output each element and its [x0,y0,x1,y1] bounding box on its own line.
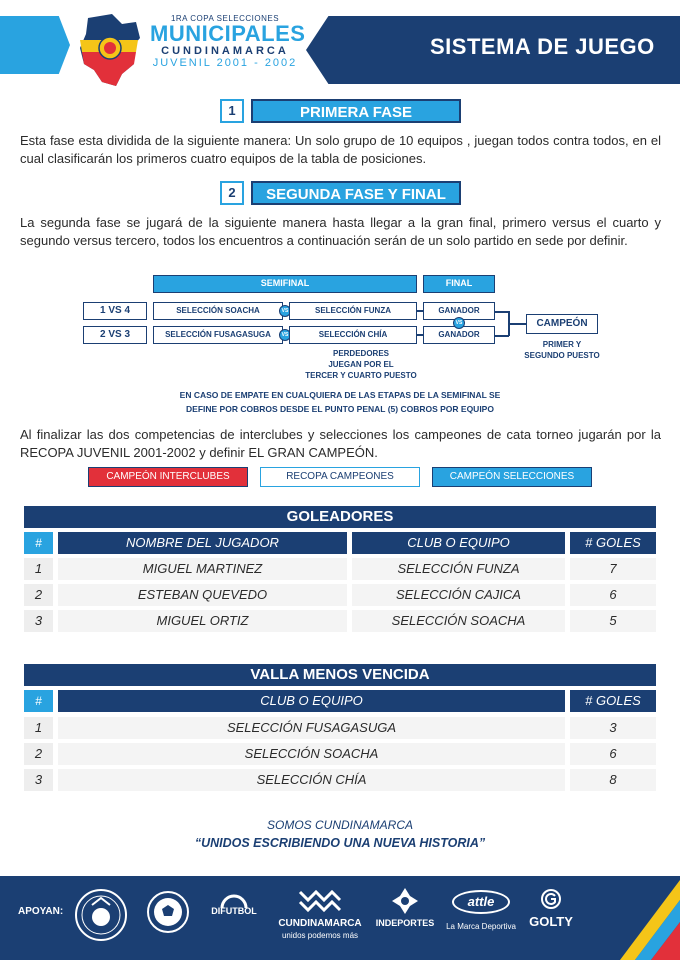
match1-away-team: SELECCIÓN FUNZA [289,302,417,320]
match2-vs-badge: VS [279,329,291,341]
row-rank: 2 [24,743,53,765]
legend-campeon-selecciones: CAMPEÓN SELECCIONES [432,467,592,487]
legend-recopa-campeones: RECOPA CAMPEONES [260,467,420,487]
bracket-connector [495,311,509,313]
row-goals: 3 [570,717,656,739]
apoyan-label: APOYAN: [18,906,64,917]
brand-top-text: 1RA COPA SELECCIONES [170,14,280,23]
row-club: SELECCIÓN SOACHA [58,743,565,765]
champion-note-line: SEGUNDO PUESTO [524,351,600,360]
table-row [24,610,656,632]
phase2-description: La segunda fase se jugará de la siguiente manera hasta llegar a la gran final, primero versus el cuarto y segundo versus tercero, todos los encuentros a continuación serán de un solo partido en sede por definir. [20,215,661,248]
valla-header-goals: # GOLES [570,690,656,712]
flag-stripes-decoration [560,840,680,960]
tie-note-line: DEFINE POR COBROS DESDE EL PUNTO PENAL (5) COBROS POR EQUIPO [186,404,494,414]
recopa-description: Al finalizar las dos competencias de interclubes y selecciones los campeones de cata torneo jugarán por la RECOPA JUVENIL 2001-2002 y definir EL GRAN CAMPEÓN. [20,427,661,460]
match2-label: 2 VS 3 [83,326,147,344]
champion-box: CAMPEÓN [526,314,598,334]
row-club: SELECCIÓN CAJICA [352,584,565,606]
row-player: ESTEBAN QUEVEDO [58,584,347,606]
row-rank: 3 [24,769,53,791]
difutbol-logo: DIFUTBOL [211,906,257,916]
row-goals: 8 [570,769,656,791]
bracket-connector [495,335,509,337]
row-rank: 3 [24,610,53,632]
row-goals: 6 [570,743,656,765]
semifinal-header: SEMIFINAL [153,275,417,293]
goleadores-header-goals: # GOLES [570,532,656,554]
cundinamarca-logo-text: CUNDINAMARCA [278,918,362,929]
row-rank: 1 [24,717,53,739]
losers-note-line: PERDEDORES [332,349,389,358]
final-vs-badge: VS [453,317,465,329]
row-goals: 5 [570,610,656,632]
table-row [24,584,656,606]
goleadores-title: GOLEADORES [24,506,656,528]
header-accent-bar [0,16,70,74]
valla-header-rank: # [24,690,53,712]
match2-away-team: SELECCIÓN CHÍA [289,326,417,344]
losers-note [300,348,422,381]
golty-logo-text: GOLTY [529,914,573,929]
match1-label: 1 VS 4 [83,302,147,320]
phase1-heading: PRIMERA FASE [251,99,461,123]
attle-logo: attle [452,890,510,914]
row-player: MIGUEL MARTINEZ [58,558,347,580]
cundinamarca-logo-icon [298,888,342,914]
goleadores-header-club: CLUB O EQUIPO [352,532,565,554]
brand-sub-text: CUNDINAMARCA [161,45,289,57]
row-rank: 2 [24,584,53,606]
legend-campeon-interclubes: CAMPEÓN INTERCLUBES [88,467,248,487]
cundinamarca-map-logo [78,12,142,88]
champion-note [520,339,604,361]
valla-title: VALLA MENOS VENCIDA [24,664,656,686]
champion-note-line: PRIMER Y [542,340,582,349]
row-club: SELECCIÓN SOACHA [352,610,565,632]
sponsors-footer [0,876,680,960]
goleadores-header-player: NOMBRE DEL JUGADOR [58,532,347,554]
brand-main-text: MUNICIPALES [150,21,306,46]
final-header: FINAL [423,275,495,293]
difutbol-arc-icon [220,892,248,908]
bracket-connector [508,323,526,325]
row-rank: 1 [24,558,53,580]
phase2-number: 2 [220,181,244,205]
tournament-brand [150,14,306,70]
brand-edition-text: JUVENIL 2001 - 2002 [152,57,298,69]
tie-note-line: EN CASO DE EMPATE EN CUALQUIERA DE LAS ETAPAS DE LA SEMIFINAL SE [179,390,501,400]
golty-logo-icon [540,888,562,910]
match1-home-team: SELECCIÓN SOACHA [153,302,283,320]
table-row [24,558,656,580]
slogan-line-2: “UNIDOS ESCRIBIENDO UNA NUEVA HISTORIA” [194,836,486,850]
losers-note-line: JUEGAN POR EL [328,360,394,369]
indeportes-logo-icon [390,886,420,916]
row-goals: 7 [570,558,656,580]
row-club: SELECCIÓN FUSAGASUGA [58,717,565,739]
slogan-line-1: SOMOS CUNDINAMARCA [266,818,413,832]
liga-futbol-logo [74,888,128,942]
page-title: SISTEMA DE JUEGO [430,34,655,59]
page-header [0,0,680,88]
table-row [24,717,656,739]
match1-vs-badge: VS [279,305,291,317]
match2-home-team: SELECCIÓN FUSAGASUGA [153,326,283,344]
table-row [24,743,656,765]
goleadores-header-rank: # [24,532,53,554]
row-goals: 6 [570,584,656,606]
final-slot-2: GANADOR [423,326,495,344]
indeportes-logo-text: INDEPORTES [375,918,435,928]
row-player: MIGUEL ORTIZ [58,610,347,632]
losers-note-line: TERCER Y CUARTO PUESTO [305,371,417,380]
row-club: SELECCIÓN FUNZA [352,558,565,580]
phase1-number: 1 [220,99,244,123]
ball-club-logo [146,890,190,934]
attle-logo-tagline: La Marca Deportiva [446,922,516,931]
tie-break-note [120,388,560,416]
phase2-heading: SEGUNDA FASE Y FINAL [251,181,461,205]
final-slot-1: GANADOR [423,302,495,320]
cundinamarca-logo-tagline: unidos podemos más [281,931,359,940]
valla-header-club: CLUB O EQUIPO [58,690,565,712]
row-club: SELECCIÓN CHÍA [58,769,565,791]
phase1-description: Esta fase esta dividida de la siguiente manera: Un solo grupo de 10 equipos , juegan todos contra todos, en el cual clasificarán los primeros cuatro equipos de la tabla de posiciones. [20,133,661,166]
table-row [24,769,656,791]
